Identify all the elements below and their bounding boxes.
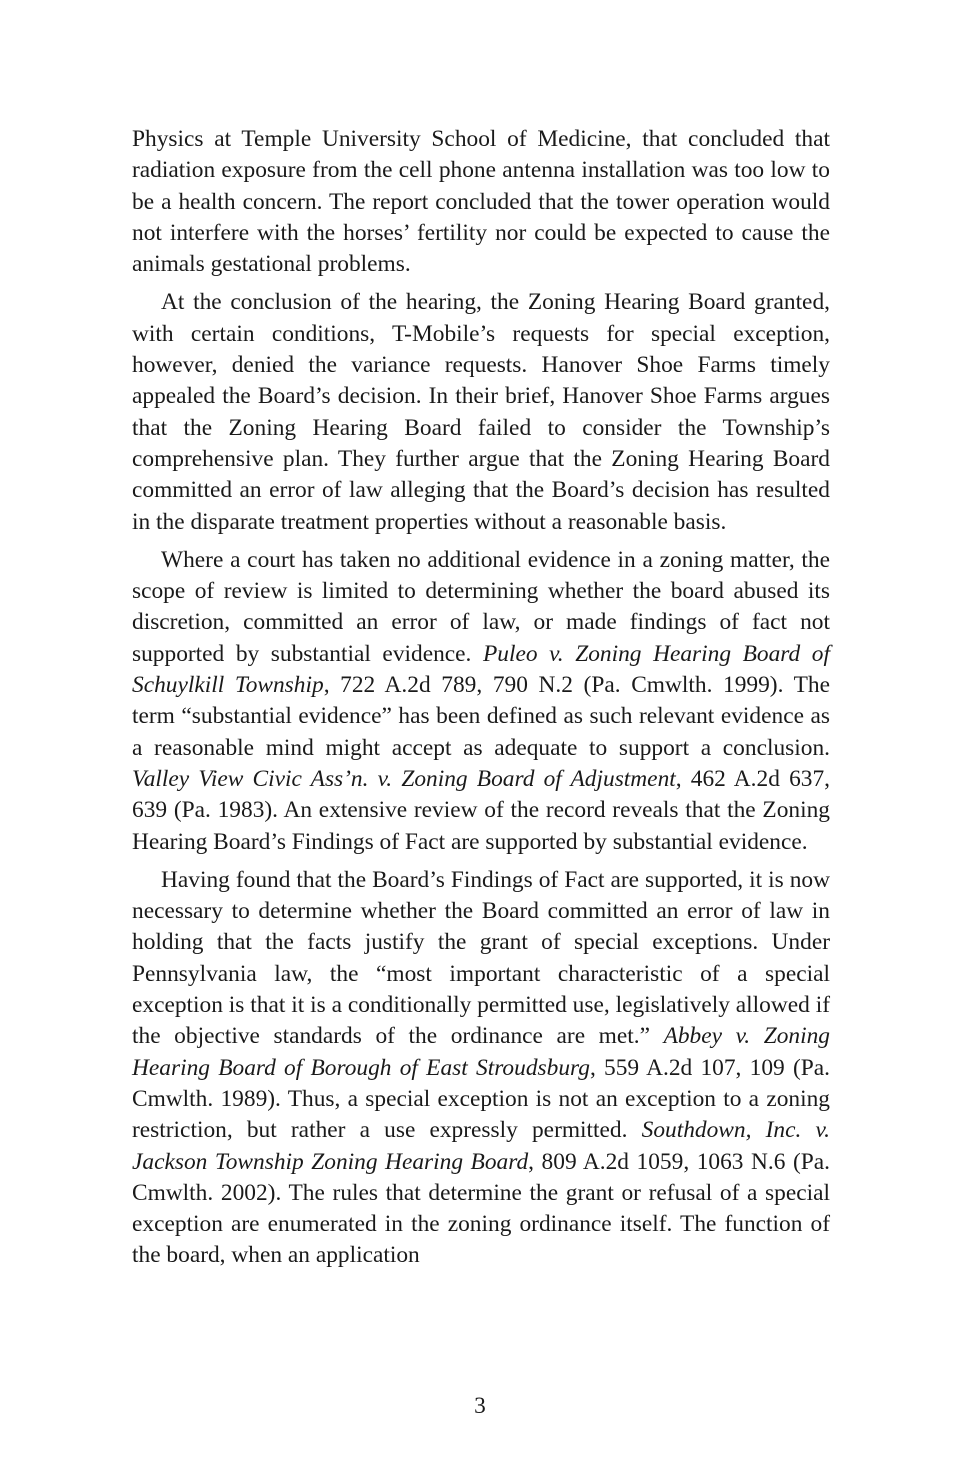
case-citation: Abbey v. Zoning Hearing Board of Borough of East Stroudsburg [132, 1023, 831, 1081]
case-citation: Valley View Civic Ass’n. v. Zoning Board of Adjustment [132, 765, 676, 792]
page-number: 3 [474, 1393, 486, 1419]
case-citation: Puleo v. Zoning Hearing Board of Schuylkill Township [132, 640, 830, 699]
paragraph [132, 545, 830, 858]
text-run: , 559 A.2d 107, 109 (Pa. Cmwlth. 1989). Thus, a special exception is not an exception to a zoning restriction, but rather a use expressly permitted. [132, 1054, 830, 1144]
paragraph [132, 287, 830, 537]
text-run: Where a court has taken no additional evidence in a zoning matter, the scope of review is limited to determining whether the board abused its discretion, committed an error of law, or made findings of fact not supported by substantial evidence. [132, 546, 830, 667]
paragraph [132, 865, 830, 1272]
text-run: , 809 A.2d 1059, 1063 N.6 (Pa. Cmwlth. 2002). The rules that determine the grant or refusal of a special exception are enumerated in the zoning ordinance itself. The function of the board, when an application [132, 1148, 831, 1269]
text-run: Having found that the Board’s Findings of Fact are supported, it is now necessary to determine whether the Board committed an error of law in holding that the facts justify the grant of special exceptions. Under Pennsylvania law, the “most important characteristic of a special exception is that it is a conditionally permitted use, legislatively allowed if the objective standards of the ordinance are met.” [132, 866, 830, 1050]
text-run: , 462 A.2d 637, 639 (Pa. 1983). An extensive review of the record reveals that the Zoning Hearing Board’s Findings of Fact are supported by substantial evidence. [132, 765, 830, 855]
document-body [132, 124, 830, 1272]
text-run: , 722 A.2d 789, 790 N.2 (Pa. Cmwlth. 1999). The term “substantial evidence” has been defined as such relevant evidence as a reasonable mind might accept as adequate to support a conclusion. [132, 672, 830, 761]
case-citation: Southdown, Inc. v. Jackson Township Zoning Hearing Board [132, 1117, 830, 1175]
text-run: Physics at Temple University School of Medicine, that concluded that radiation exposure from the cell phone antenna installation was too low to be a health concern. The report concluded that the tower operation would not interfere with the horses’ fertility nor could be expected to cause the animals gestational problems. [132, 126, 830, 278]
paragraph [132, 124, 830, 280]
text-run: At the conclusion of the hearing, the Zoning Hearing Board granted, with certain conditions, T-Mobile’s requests for special exception, however, denied the variance requests. Hanover Shoe Farms timely appealed the Board’s decision. In their brief, Hanover Shoe Farms argues that the Zoning Hearing Board failed to consider the Township’s comprehensive plan. They further argue that the Zoning Hearing Board committed an error of law alleging that the Board’s decision has resulted in the disparate treatment properties without a reasonable basis. [132, 289, 830, 535]
